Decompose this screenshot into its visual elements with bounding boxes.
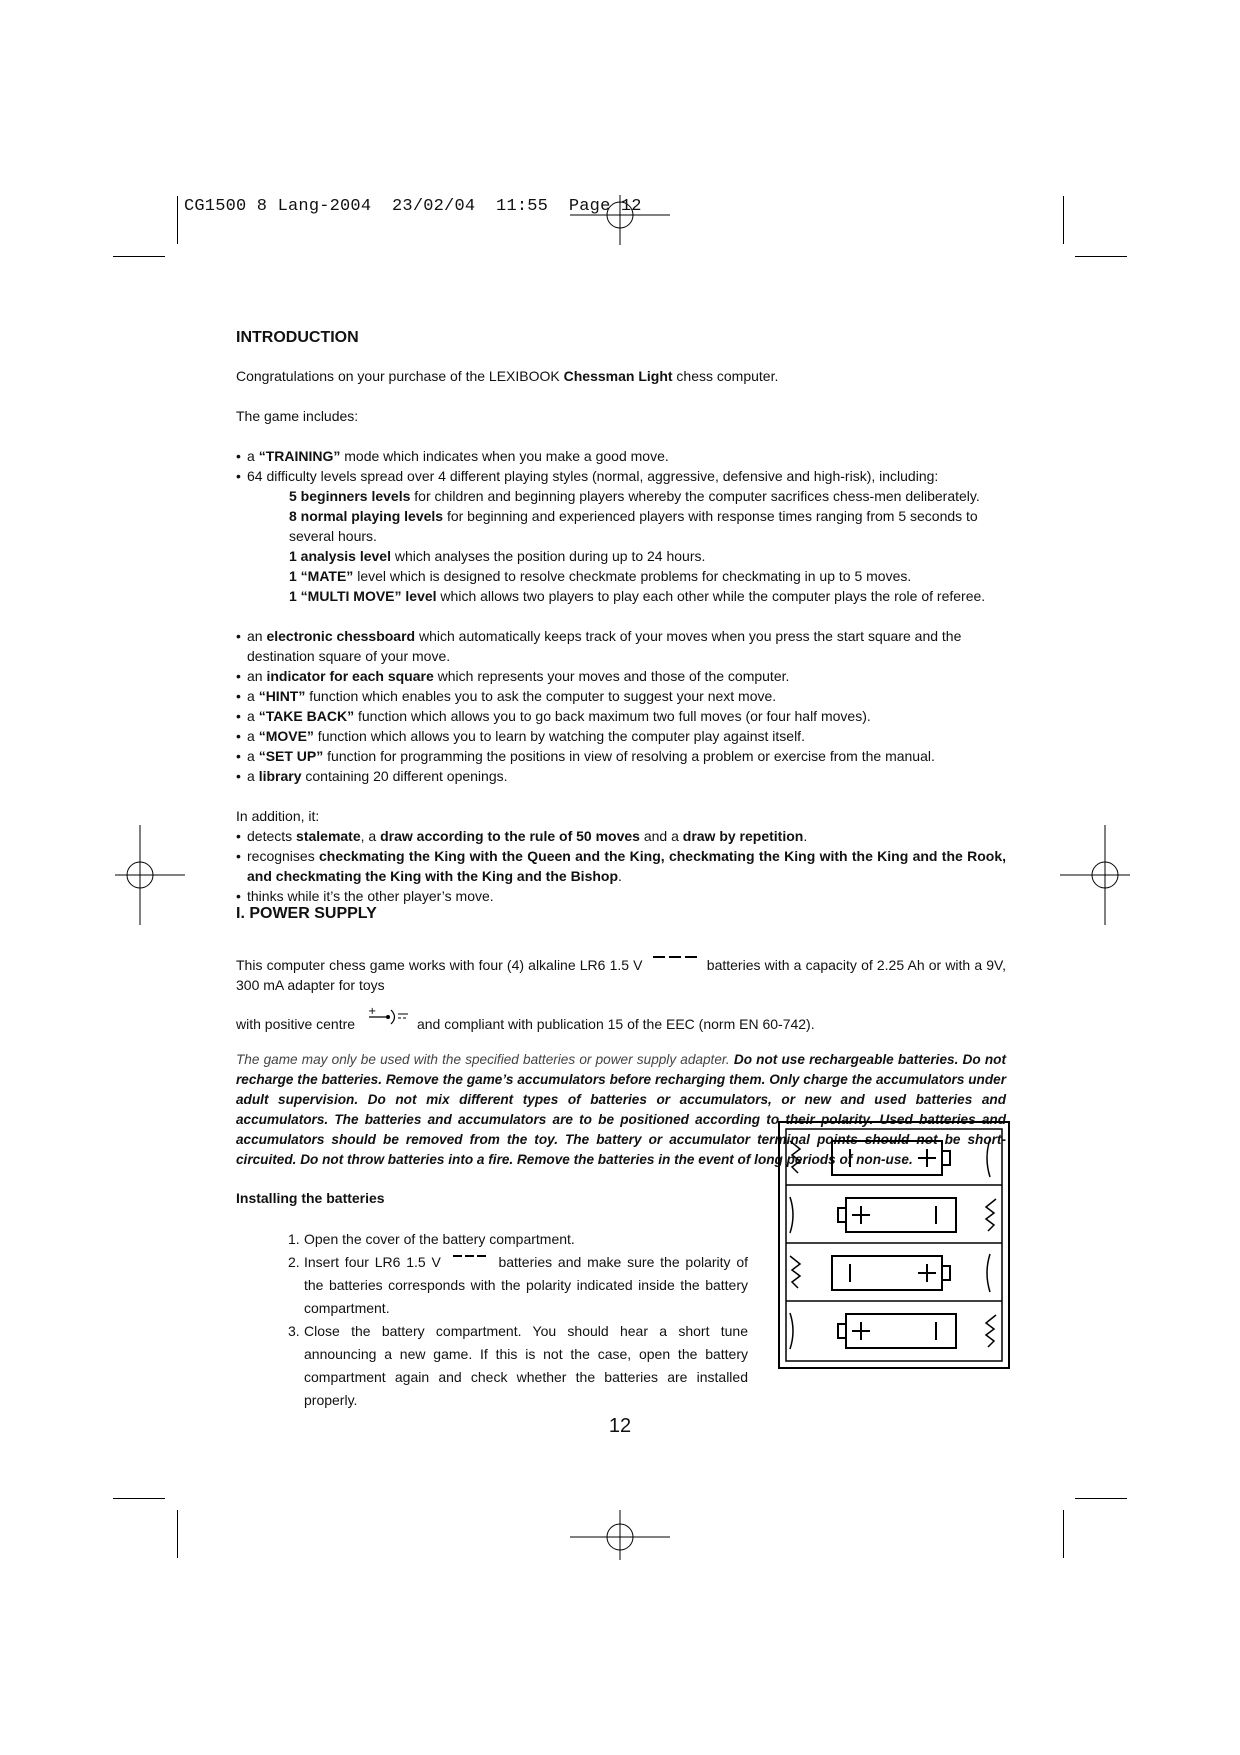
intro-heading: INTRODUCTION: [236, 329, 359, 346]
level-item: 8 normal playing levels for beginning and experienced players with response times ranging from 5 seconds to several hours.: [289, 508, 978, 544]
intro-section: [236, 328, 1006, 906]
power-line-1: This computer chess game works with four (4) alkaline LR6 1.5 V batteries with a capacity of 2.25 Ah or with a 9V, 300 mA adapter for toys: [236, 954, 1006, 995]
battery-cell: [838, 1314, 956, 1348]
levels-list: [236, 486, 1006, 606]
install-step: 1. Open the cover of the battery compartment.: [288, 1231, 575, 1247]
feature-item: • an indicator for each square which represents your moves and those of the computer.: [236, 666, 1006, 686]
battery-compartment-diagram: [778, 1121, 1010, 1369]
feature-item: • a “TAKE BACK” function which allows you to go back maximum two full moves (or four half moves).: [236, 706, 1006, 726]
feature-item: • a “SET UP” function for programming the positions in view of resolving a problem or exercise from the manual.: [236, 746, 1006, 766]
installing-heading: Installing the batteries: [236, 1190, 385, 1206]
detects-item: • detects stalemate, a draw according to the rule of 50 moves and a draw by repetition.: [236, 826, 1006, 846]
crop-mark: [1063, 196, 1064, 244]
registration-mark: [570, 1510, 670, 1560]
in-addition-label: In addition, it:: [236, 808, 320, 824]
feature-item: • a library containing 20 different openings.: [236, 766, 1006, 786]
crop-mark: [113, 1498, 165, 1499]
level-item: 1 “MULTI MOVE” level which allows two players to play each other while the computer plays the role of referee.: [289, 588, 986, 604]
recognises-item: • recognises checkmating the King with the Queen and the King, checkmating the King with the King and the Rook, and checkmating the King with the King and the Bishop.: [236, 846, 1006, 886]
crop-mark: [113, 256, 165, 257]
positive-centre-polarity-icon: [367, 1005, 409, 1027]
feature-item: • a “MOVE” function which allows you to learn by watching the computer play against itself.: [236, 726, 1006, 746]
svg-text:+: +: [367, 1006, 377, 1017]
level-item: 1 “MATE” level which is designed to resolve checkmate problems for checkmating in up to 5 moves.: [289, 568, 912, 584]
crop-mark: [1063, 1510, 1064, 1558]
includes-label: The game includes:: [236, 408, 359, 424]
install-step: 3. Close the battery compartment. You should hear a short tune announcing a new game. If this is not the case, open the battery compartment again and check whether the batteries are installed properly.: [288, 1323, 748, 1408]
registration-mark: [115, 825, 185, 925]
install-step: 2. Insert four LR6 1.5 V batteries and make sure the polarity of the batteries corresponds with the polarity indicated inside the battery compartment.: [288, 1254, 749, 1316]
install-steps: [288, 1228, 748, 1412]
intro-congrats: Congratulations on your purchase of the LEXIBOOK Chessman Light chess computer.: [236, 368, 779, 384]
feature-item: • an electronic chessboard which automatically keeps track of your moves when you press the start square and the destination square of your move.: [236, 626, 1006, 666]
page-number: 12: [608, 1415, 632, 1437]
crop-mark: [1075, 1498, 1127, 1499]
power-line-2: with positive centre + and compliant with publication 15 of the EEC (norm EN 60-742).: [236, 1006, 815, 1032]
thinks-item: • thinks while it’s the other player’s move.: [236, 886, 1006, 906]
feature-item: • a “HINT” function which enables you to ask the computer to suggest your next move.: [236, 686, 1006, 706]
battery-cell: [838, 1198, 956, 1232]
levels-intro: • 64 difficulty levels spread over 4 different playing styles (normal, aggressive, defensive and high-risk), including:: [236, 466, 1006, 486]
crop-mark: [177, 1510, 178, 1558]
power-warning: The game may only be used with the specified batteries or power supply adapter. Do not use rechargeable batteries. Do not recharge the batteries. Remove the game’s accumulators before recharging them. Only charge the accumulators under adult supervision. Do not mix different types of batteries or accumulators, or new and used batteries and accumulators. The batteries and accumulators are to be positioned according to their polarity. Used batteries and accumulators should be removed from the toy. The battery or accumulator terminal points should not be short-circuited. Do not throw batteries into a fire. Remove the batteries in the event of long periods of non-use.: [236, 1052, 1006, 1167]
features-list: [236, 626, 1006, 786]
feature-training: • a “TRAINING” mode which indicates when you make a good move.: [236, 446, 1006, 466]
registration-mark: [1060, 825, 1130, 925]
crop-mark: [177, 196, 178, 244]
power-heading: I. POWER SUPPLY: [236, 905, 377, 922]
battery-cell: [832, 1256, 950, 1290]
dc-symbol-icon: [453, 1253, 487, 1263]
dc-symbol-icon: [653, 954, 697, 966]
crop-mark: [1075, 256, 1127, 257]
level-item: 1 analysis level which analyses the position during up to 24 hours.: [289, 548, 706, 564]
battery-cell: [832, 1141, 950, 1175]
level-item: 5 beginners levels for children and beginning players whereby the computer sacrifices chess-men deliberately.: [289, 488, 980, 504]
print-slug: CG1500 8 Lang-2004 23/02/04 11:55 Page 12: [184, 197, 642, 216]
